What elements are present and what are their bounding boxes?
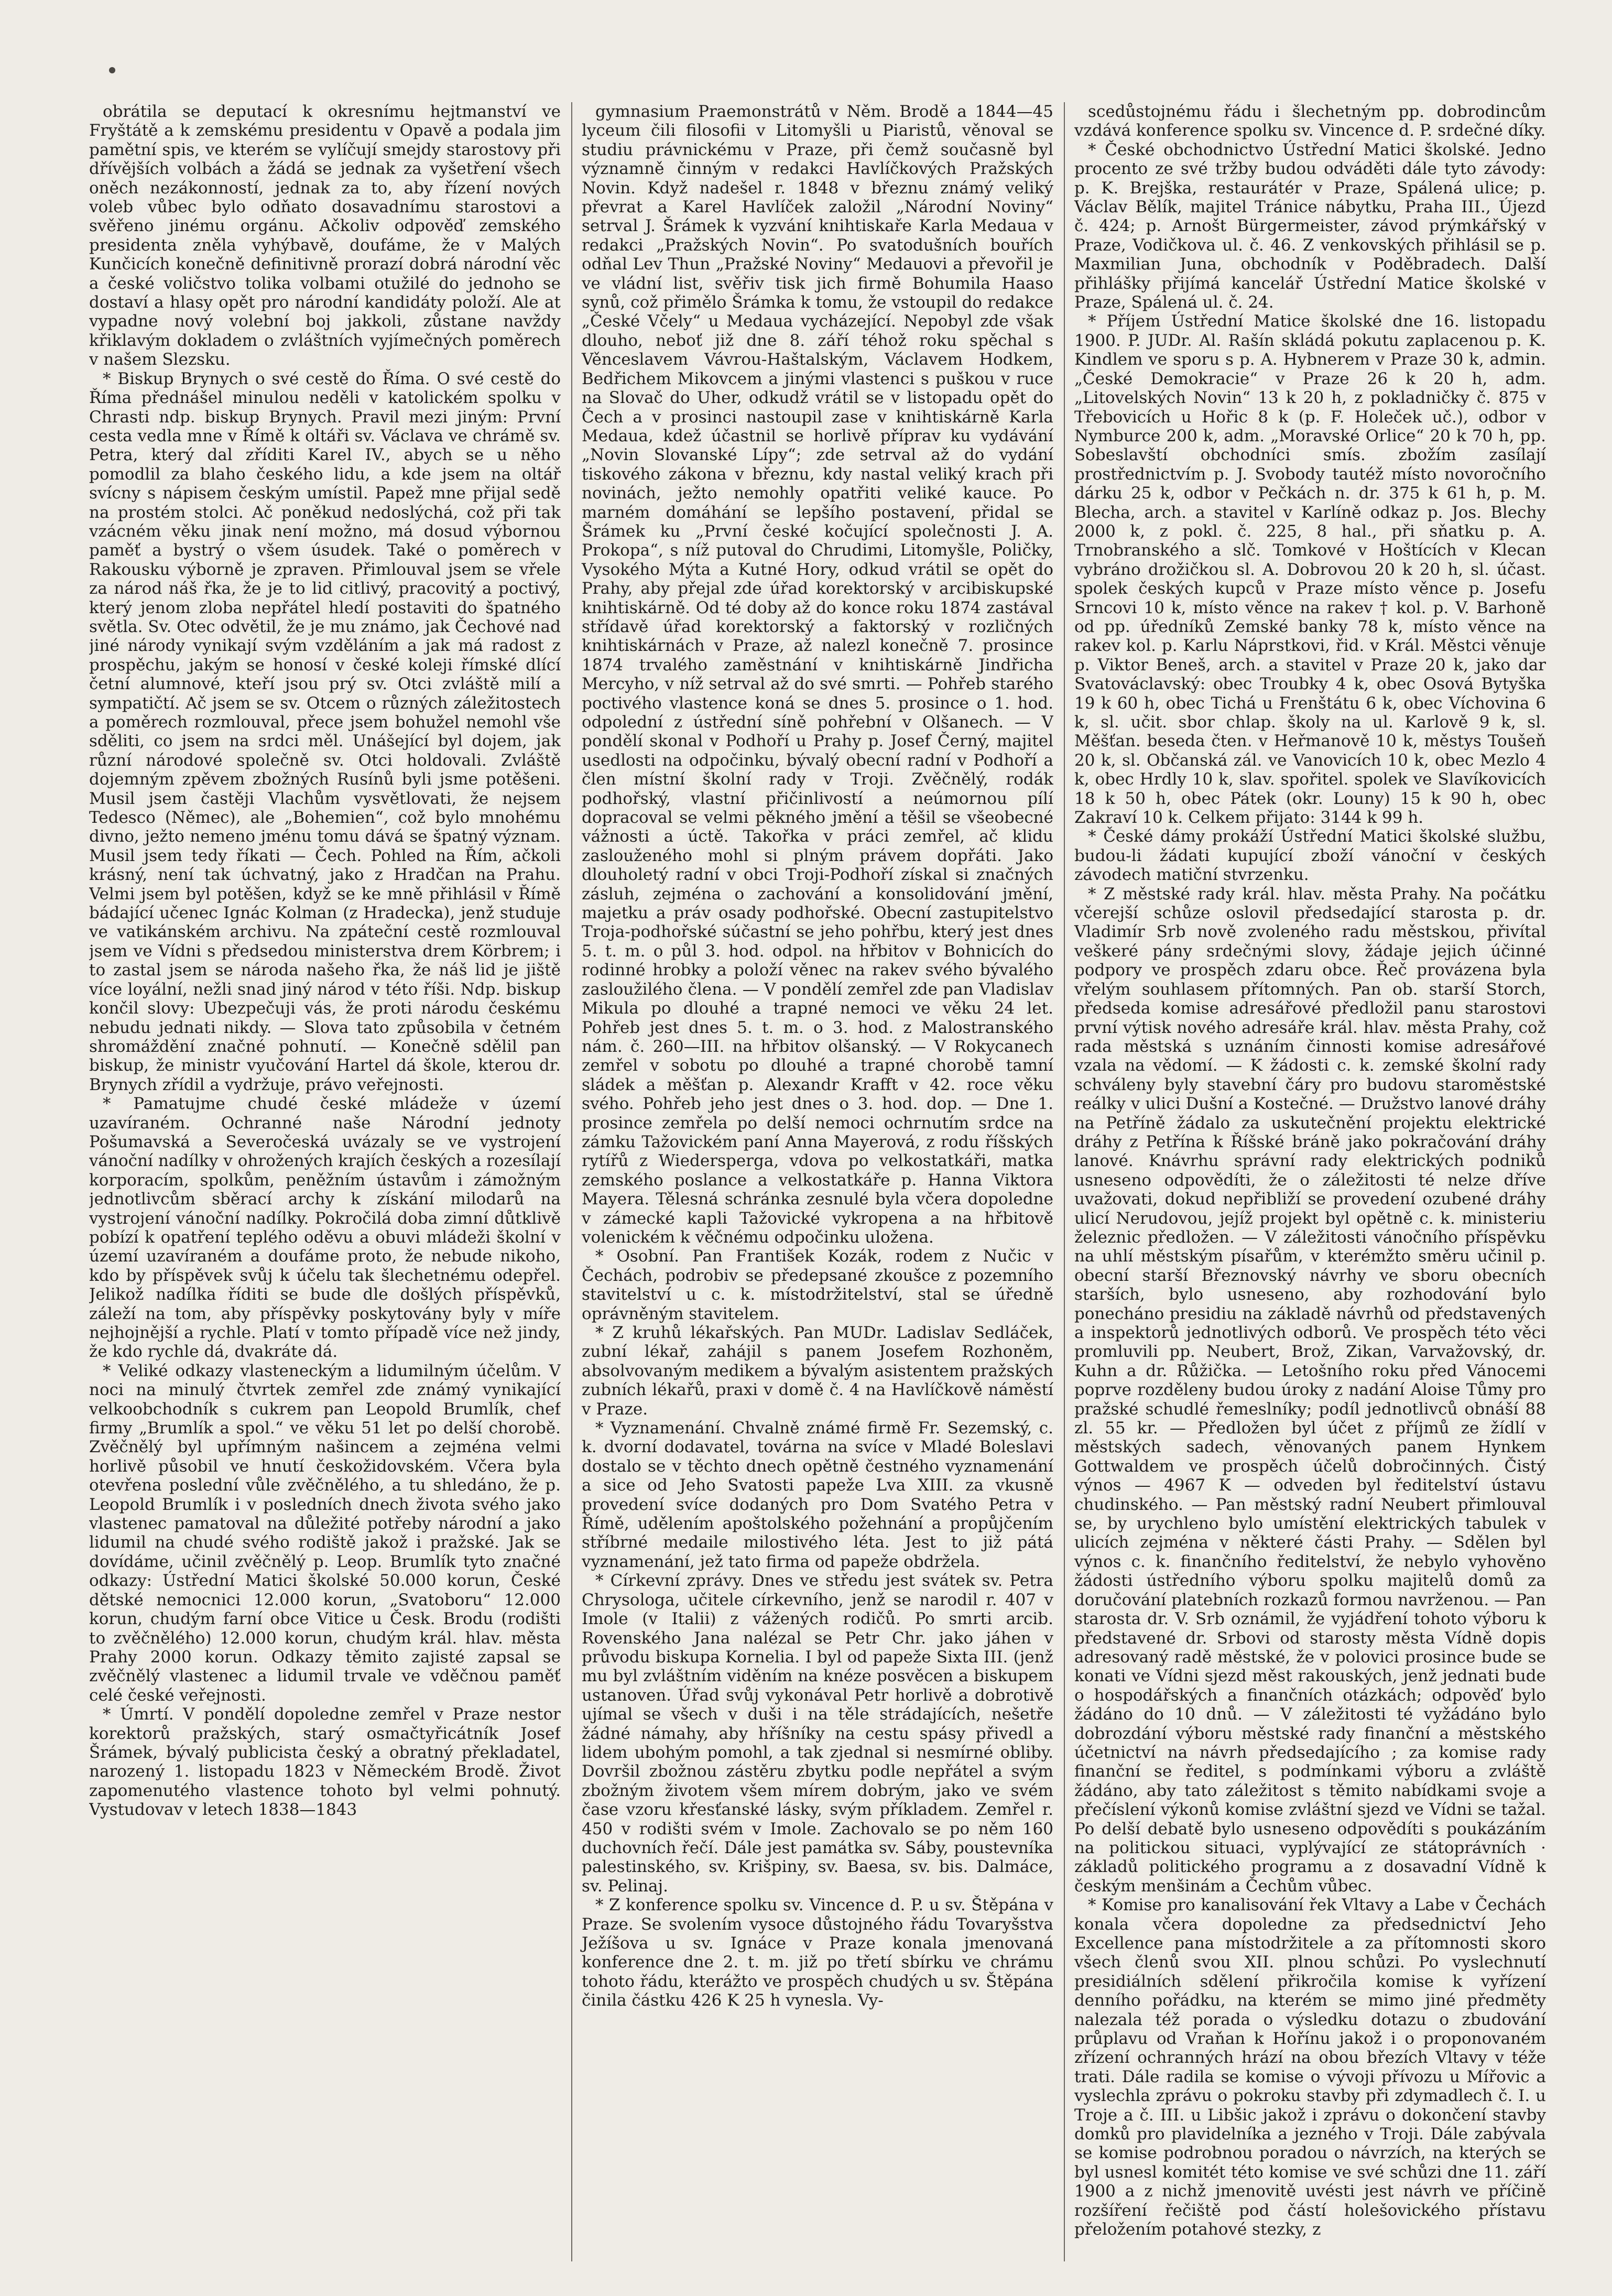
article-paragraph: scedůstojnému řádu i šlechetným pp. dobrodincům vzdává konference spolku sv. Vincence d. P. srdečné díky. (1074, 102, 1546, 140)
column-3 (1064, 102, 1546, 2261)
article-paragraph: * Veliké odkazy vlasteneckým a lidumilným účelům. V noci na minulý čtvrtek zemřel zde známý vynikající velkoobchodník s cukrem pan Leopold Brumlík, chef firmy „Brumlík a spol.“ ve věku 51 let po delší chorobě. Zvěčnělý byl upřímným našincem a zejména velmi horlivě působil ve hnutí českožidovském. Včera byla otevřena poslední vůle zvěčnělého, a tu shledáno, že p. Leopold Brumlík i v posledních dnech života svého jako vlastenec pamatoval na důležité potřeby národní a jako lidumil na chudé svého rodiště jakož i pražské. Jak se dovídáme, učinil zvěčnělý p. Leop. Brumlík tyto značné odkazy: Ústřední Matici školské 50.000 korun, České dětské nemocnici 12.000 korun, „Svatoboru“ 12.000 korun, chudým farní obce Vitice u Česk. Brodu (rodišti to zvěčnělého) 12.000 korun, chudým král. hlav. města Prahy 2000 korun. Odkazy těmito zajisté zapsal se zvěčnělý vlastenec a lidumil trvale ve vděčnou paměť celé české veřejnosti. (89, 1361, 561, 1705)
article-paragraph: obrátila se deputací k okresnímu hejtmanství ve Fryštátě a k zemskému presidentu v Opavě a podala jim pamětní spis, ve kterém se vylíčují smejdy starostovy při dřívějších volbách a žádá se jednak za vyšetření všech oněch nezákonností, jednak za to, aby řízení nových voleb vůbec bylo odňato dosavadnímu starostovi a svěřeno jinému orgánu. Ačkoliv odpověď zemského presidenta zněla vyhýbavě, doufáme, že v Malých Kunčicích konečně definitivně prorazí dobrá národní věc a české voličstvo tolika volbami otužilé do jednoho se dostaví a hlasy opět pro národní kandidáty položí. Ale at vypadne nový volební boj jakkoli, zůstane navždy křiklavým dokladem o zvláštních vyjímečných poměrech v našem Slezsku. (89, 102, 561, 369)
page-speck (109, 67, 115, 73)
article-paragraph: * Vyznamenání. Chvalně známé firmě Fr. Sezemský, c. k. dvorní dodavatel, továrna na svíce v Mladé Boleslavi dostalo se v těchto dnech opětně čestného vyznamenání a sice od Jeho Svatosti papeže Lva XIII. za vkusně provedení svíce dodaných pro Dom Svatého Petra v Římě, udělením apoštolského požehnání a propůjčením stříbrné medaile milostivého léta. Jest to již pátá vyznamenání, jež tato firma od papeže obdržela. (582, 1419, 1053, 1571)
article-paragraph: * Komise pro kanalisování řek Vltavy a Labe v Čechách konala včera dopoledne za předsednictví Jeho Excellence pana místodržitele a za přítomnosti skoro všech členů svou XII. plnou schůzi. Po vyslechnutí presidiálních sdělení přikročila komise k vyřízení denního pořádku, na kterém se mimo jiné předměty nalezala též porada o výsledku dotazu o zbudování průplavu od Vraňan k Hořínu jakož i o proponovaném zřízení ochranných hrází na obou březích Vltavy v téže trati. Dále radila se komise o vývoji přívozu u Mířovic a vyslechla zprávu o pokroku stavby při zdymadlech č. I. u Troje a č. III. u Libšic jakož i zprávu o dokončení stavby domků pro plavidelníka a jezného v Troji. Dále zabývala se komise podrobnou poradou o návrzích, na kterých se byl usnesl komitét této komise ve své schůzi dne 11. září 1900 a z nichž jmenovitě uvésti jest návrh ve příčině rozšíření řečiště pod částí holešovického přístavu přeložením potahové stezky, z (1074, 1896, 1546, 2239)
article-paragraph: * Z konference spolku sv. Vincence d. P. u sv. Štěpána v Praze. Se svolením vysoce důstojného řádu Tovaryšstva Ježíšova u sv. Ignáce v Praze konala jmenovaná konference dne 2. t. m. již po třetí sbírku ve chrámu tohoto řádu, kterážto ve prospěch chudých u sv. Štěpána činila částku 426 K 25 h vynesla. Vy- (582, 1896, 1053, 2010)
article-paragraph: * České obchodnictvo Ústřední Matici školské. Jedno procento ze své tržby budou odváděti dále tyto závody: p. K. Brejška, restaurátér v Praze, Spálená ulice; p. Václav Bělík, majitel Tránice nábytku, Praha III., Újezd č. 424; p. Arnošt Bürgermeister, závod prýmkářský v Praze, Vodičkova ul. č. 46. Z venkovských přihlásil se p. Maxmilian Juna, obchodník v Poděbradech. Další přihlášky přijímá kancelář Ústřední Matice školské v Praze, Spálená ul. č. 24. (1074, 140, 1546, 312)
article-paragraph: * Pamatujme chudé české mládeže v území uzavíraném. Ochranné naše Národní jednoty Pošumavská a Severočeská uvázaly se ve vystrojení vánoční nadílky v ohrožených krajích českých a rozesílají korporacím, spolkům, peněžním ústavům i zámožným jednotlivcům sběrací archy k získání milodarů na vystrojení vánoční nadílky. Pokročilá doba zimní důtklivě pobízí k opatření teplého oděvu a obuvi mládeži školní v území uzavíraném a doufáme proto, že nebude nikoho, kdo by příspěvek svůj k účelu tak šlechetnému odepřel. Jelikož nadílka říditi se bude dle došlých příspěvků, záleží na tom, aby příspěvky poskytovány byly v míře nejhojnější a rychle. Platí v tomto případě více než jindy, že kdo rychle dá, dvakráte dá. (89, 1094, 561, 1362)
article-paragraph: * Z městské rady král. hlav. města Prahy. Na počátku včerejší schůze oslovil předsedající starosta p. dr. Vladimír Srb nově zvoleného radu městskou, přivítal veškeré pány srdečnými slovy, žádaje jejich účinné podpory ve prospěch zdaru obce. Řeč provázena byla vřelým souhlasem přítomných. Pan ob. starší Storch, předseda komise adresářové předložil panu starostovi první výtisk nového adresáře král. hlav. města Prahy, což rada městská s uznáním činnosti komise adresářové vzala na vědomí. — K žádosti c. k. zemské školní rady schváleny byly stavební čáry pro budovu staroměstské reálky v ulici Dušní a Kostečné. — Družstvo lanové dráhy na Petříně žádalo za uskutečnění projektu elektrické dráhy z Petřína k Říšské bráně jako pokračování dráhy lanové. Knávrhu správní rady elektrických podniků usneseno odpovědíti, že o záležitosti té nelze dříve uvažovati, dokud nepřibliží se provedení ozubené dráhy ulicí Nerudovou, jejíž projekt byl opětně c. k. ministeriu železnic předložen. — V záležitosti vánočního příspěvku na uhlí městským písařům, v kterémžto směru učinil p. obecní starší Březnovský návrhy ve sboru obecních starších, bylo usneseno, aby rozhodování bylo ponecháno presidiu na základě návrhů od představených a inspektorů jednotlivých odborů. Ve prospěch této věci promluvili pp. Neubert, Brož, Zikan, Varvažovský, dr. Kuhn a dr. Růžička. — Letošního roku před Vánocemi poprve rozděleny budou úroky z nadání Aloise Tůmy pro pražské schudlé řemeslníky; podíl jednotlivců obnáší 88 zl. 55 kr. — Předložen byl účet z příjmů ze žídlí v městských sadech, věnovaných panem Hynkem Gottwaldem ve prospěch účelů dobročinných. Čistý výnos — 4967 K — odveden byl ředitelství ústavu chudinského. — Pan městský radní Neubert přimlouval se, by urychleno bylo umístění elektrických tabulek v ulicích zejména v některé části Prahy. — Sdělen byl výnos c. k. finančního ředitelství, že nebylo vyhověno žádosti ústředního výboru spolku majitelů domů za doručování platebních rozkazů formou navrženou. — Pan starosta dr. V. Srb oznámil, že vyjádření tohoto výboru k představené dr. Srbovi od starosty města Vídně dopis adresovaný radě městské, že v polovici prosince bude se konati ve Vídni sjezd měst rakouských, jenž jednati bude o hospodářských a finančních otázkách; odpověď bylo žádáno do 10 dnů. — V záležitosti té vyžádáno bylo dobrozdání výboru městské rady finanční a městského účetnictví na návrh předsedajícího ; za komise rady finanční se ředitel, s podmínkami výboru a zvláště žádáno, aby tato záležitost s těmito nabídkami svoje a přečíslení výkonů komise zvláštní sjezd ve Vídni se tažal. Po delší debatě bylo usneseno odpovědíti s poukázáním na politickou situaci, vyplývající ze státoprávních · základů politického programu a z dosavadní Vídně k českým menšinám a Čechům vůbec. (1074, 884, 1546, 1896)
article-paragraph: * Osobní. Pan František Kozák, rodem z Nučic v Čechách, podrobiv se předepsané zkoušce z pozemního stavitelství u c. k. místodržitelství, stal se úředně oprávněným stavitelem. (582, 1247, 1053, 1323)
article-paragraph: * Z kruhů lékařských. Pan MUDr. Ladislav Sedláček, zubní lékař, zahájil s panem Josefem Rozhoněm, absolvovaným medikem a bývalým asistentem pražských zubních lékařů, praxi v domě č. 4 na Havlíčkově náměstí v Praze. (582, 1323, 1053, 1419)
column-2 (571, 102, 1053, 2261)
text-columns (89, 102, 1546, 2261)
article-paragraph: * České dámy prokáží Ústřední Matici školské službu, budou-li žádati kupující zboží vánoční v českých závodech matiční stvrzenku. (1074, 827, 1546, 885)
article-paragraph: * Příjem Ústřední Matice školské dne 16. listopadu 1900. P. JUDr. Al. Rašín skládá pokutu zaplacenou p. K. Kindlem ve sporu s p. A. Hybnerem v Praze 30 k, admin. „České Demokracie“ v Praze 26 k 20 h, adm. „Litovelských Novin“ 13 k 20 h, z pokladničky č. 875 v Třebovicích u Hořic 8 k (p. F. Holeček uč.), odbor v Nymburce 200 k, adm. „Moravské Orlice“ 20 k 70 h, pp. Sobeslavští obchodníci smís. zbožím zasílají prostřednictvím p. J. Svobody tautéž místo novoročního dárku 25 k, odbor v Pečkách n. dr. 375 k 61 h, p. M. Blecha, arch. a stavitel v Karlíně odkaz p. Jos. Blechy 2000 k, z pokl. č. 225, 8 hal., při sňatku p. A. Trnobranského a slč. Tomkové v Hoštících v Klecan vybráno drožičkou sl. A. Dobrovou 20 k 20 h, sl. účast. spolek českých kupců v Praze místo věnce p. Josefu Srncovi 10 k, místo věnce na rakev † kol. p. V. Barhoně od pp. úředníků Zemské banky 78 k, místo věnce na rakev kol. p. Karlu Náprstkovi, řid. v Král. Městci věnuje p. Viktor Beneš, arch. a stavitel v Praze 20 k, jako dar Svatováclavský: obec Troubky 4 k, obec Osová Bytyška 19 k 60 h, obec Tichá u Frenštátu 6 k, obec Víchovina 6 k, sl. učit. sbor chlap. školy na ul. Karlově 9 k, sl. Měšťan. beseda čten. v Heřmanově 10 k, městys Toušeň 20 k, sl. Občanská zál. ve Vanovicích 10 k, obec Mezlo 4 k, obec Hrdly 10 k, slav. spořitel. spolek ve Slavíkovicích 18 k 50 h, obec Pátek (okr. Louny) 15 k 90 h, obec Zakraví 10 k. Celkem přijato: 3144 k 99 h. (1074, 312, 1546, 828)
article-paragraph: * Biskup Brynych o své cestě do Říma. O své cestě do Říma přednášel minulou neděli v katolickém spolku v Chrasti ndp. biskup Brynych. Pravil mezi jiným: První cesta vedla mne v Římě k oltáři sv. Václava ve chrámě sv. Petra, který dal zříditi Karel IV., abych se u něho pomodlil za blaho českého lidu, a kde jsem na oltář svícny s nápisem českým umístil. Papež mne přijal sedě na prostém stolci. Ač poněkud nedoslýchá, což při tak vzácném věku jinak není možno, má dosud výbornou paměť a bystrý o všem úsudek. Také o poměrech v Rakousku výborně je zpraven. Přimlouval jsem se vřele za národ náš řka, že je to lid citlivý, pracovitý a poctivý, který jenom zloba nepřátel hledí postaviti do špatného světla. Sv. Otec odvětil, že je mu známo, jak Čechové nad jiné národy vynikají svým vzděláním a jak má radost z prospěchu, jakým se honosí v české koleji římské dlící četní alumnové, kteří jsou prý sv. Otci zvláště milí a sympatičtí. Ač jsem se sv. Otcem o různých záležitostech a poměrech rozmlouval, přece jsem bohužel nemohl vše sděliti, co jsem na srdci měl. Unášející byl dojem, jak různí národové společně sv. Otci holdovali. Zvláště dojemným zpěvem zbožných Rusínů byli jsme potěšeni. Musil jsem častěji Vlachům vysvětlovati, že nejsem Tedesco (Němec), ale „Bohemien“, což bylo mnohému divno, ježto nemeno jménu tomu dává se špatný význam. Musil jsem tedy říkati — Čech. Pohled na Řím, ačkoli krásný, není tak úchvatný, jako z Hradčan na Prahu. Velmi jsem byl potěšen, když se ke mně přihlásil v Římě bádající učenec Ignác Kolman (z Hradecka), jenž studuje ve vatikánském archivu. Na zpáteční cestě rozmlouval jsem ve Vídni s předsedou ministerstva drem Körbrem; i to zastal jsem se národa našeho řka, že náš lid je jiště více loyální, nežli snad jiný národ v této říši. Ndp. biskup končil slovy: Ubezpečuji vás, že proti národu českému nebudu jednati nikdy. — Slova tato způsobila v četném shromáždění značné pohnutí. — Konečně sdělil pan biskup, že ministr vyučování Hartel dá škole, kterou dr. Brynych zřídil a vydržuje, právo veřejnosti. (89, 369, 561, 1094)
article-paragraph: * Církevní zprávy. Dnes ve středu jest svátek sv. Petra Chrysologa, učitele církevního, jenž se narodil r. 407 v Imole (v Italii) z vážených rodičů. Po smrti arcib. Rovenského Jana nalézal se Petr Chr. jako jáhen v průvodu biskupa Kornelia. I byl od papeže Sixta III. (jenž mu byl zvláštním viděním na knéze posvěcen a biskupem ustanoven. Úřad svůj vykonával Petr horlivě a dobrotivě ujímal se všech v duši i na těle strádajících, nešetře žádné námahy, aby hříšníky na cestu spásy přivedl a lidem ubohým pomohl, a tak zjednal si nesmírné obliby. Dovršil zbožnou zástěru zbytku podle nepřátel a svým zbožným životem všem mírem dobrým, jako ve svém čase vzoru křesťanské lásky, svým příkladem. Zemřel r. 450 v rodišti svém v Imole. Zachovalo se po něm 160 duchovních řečí. Dále jest památka sv. Sáby, poustevníka palestinského, sv. Krišpiny, sv. Baesa, sv. bis. Dalmáce, sv. Pelinaj. (582, 1571, 1053, 1896)
article-paragraph: gymnasium Praemonstrátů v Něm. Brodě a 1844—45 lyceum čili filosofii v Litomyšli u Piaristů, věnoval se studiu právnickému v Praze, při čemž současně byl významně činným v redakci Havlíčkových Pražských Novin. Když nadešel r. 1848 v březnu známý veliký převrat a Karel Havlíček založil „Národní Noviny“ setrval J. Šrámek k vyzvání knihtiskaře Karla Medaua v redakci „Pražských Novin“. Po svatodušních bouřích odňal Lev Thun „Pražské Noviny“ Medauovi a převořil je ve vládní list, svěřiv tisk jich firmě Bohumila Haaso synů, což přimělo Šrámka k tomu, že vstoupil do redakce „České Včely“ u Medaua vycházející. Nepobyl zde však dlouho, neboť již dne 8. září téhož roku spěchal s Věnceslavem Vávrou-Haštalským, Václavem Hodkem, Bedřichem Mikovcem a jinými vlastenci s puškou v ruce na Slovač do Uher, odkudž vrátil se v listopadu opět do Čech a v prosinci nastoupil zase v knihtiskárně Karla Medaua, kdež účastnil se horlivě příprav ku vydávání „Novin Slovanské Lípy“; zde setrval až do vydání tiskového zákona v březnu, kdy nastal veliký krach při novinách, ježto nemohly opatřiti veliké kauce. Po marném domáhání se lepšího postavení, přidal se Šrámek ku „První české kočující společnosti J. A. Prokopa“, s níž putoval do Chrudimi, Litomyšle, Poličky, Vysokého Mýta a Kutné Hory, odkud vrátil se opět do Prahy, aby přejal zde úřad korektorský v arcibiskupské knihtiskárně. Od té doby až do konce roku 1874 zastával střídavě úřad korektorský a faktorský v rozličných knihtiskárnách v Praze, až nalezl konečně 7. prosince 1874 trvalého zaměstnání v knihtiskárně Jindřicha Mercyho, v níž setrval až do své smrti. — Pohřeb starého poctivého vlastence koná se dnes 5. prosince o 1. hod. odpolední z ústřední síně pohřební v Olšanech. — V pondělí skonal v Podhoří u Prahy p. Josef Černý, majitel usedlosti na odpočinku, bývalý obecní radní v Podhoří a člen místní školní rady v Troji. Zvěčnělý, rodák podhořský, vlastní přičinlivostí a neúmornou pílí dopracoval se velmi pěkného jmění a těšil se všeobecné vážnosti a úctě. Takořka v práci zemřel, ač klidu zaslouženého mohl si plným právem dopřáti. Jako dlouholetý radní v obci Troji-Podhoří získal si značných zásluh, zejména o zachování a konsolidování jmění, majetku a práv osady podhořské. Obecní zastupitelstvo Troja-podhořské súčastní se jeho pohřbu, který jest dnes 5. t. m. o půl 3. hod. odpol. na hřbitov v Bohnicích do rodinné hrobky a položí věnec na rakev svého bývalého zasloužilého člena. — V pondělí zemřel zde pan Vladislav Mikula po dlouhé a trapné nemoci ve věku 24 let. Pohřeb jest dnes 5. t. m. o 3. hod. z Malostranského nám. č. 260—III. na hřbitov olšanský. — V Rokycanech zemřel v sobotu po dlouhé a trapné chorobě tamní sládek a měšťan p. Alexandr Krafft v 42. roce věku svého. Pohřeb jeho jest dnes o 3. hod. dop. — Dne 1. prosince zemřela po delší nemoci ochrnutím srdce na zámku Tažovickém paní Anna Mayerová, z rodu říšských rytířů z Wiedersperga, vdova po velkostatkáři, matka zemského poslance a velkostatkáře p. Hanna Viktora Mayera. Tělesná schránka zesnulé byla včera dopoledne v zámecké kapli Tažovické vykropena a na hřbitově volenickém k věčnému odpočinku uložena. (582, 102, 1053, 1247)
column-1 (89, 102, 561, 2261)
article-paragraph: * Úmrtí. V pondělí dopoledne zemřel v Praze nestor korektorů pražských, starý osmačtyřicátník Josef Šrámek, bývalý publicista český a obratný překladatel, narozený 1. listopadu 1823 v Německém Brodě. Život zapomenutého vlastence tohoto byl velmi pohnutý. Vystudovav v letech 1838—1843 (89, 1705, 561, 1820)
